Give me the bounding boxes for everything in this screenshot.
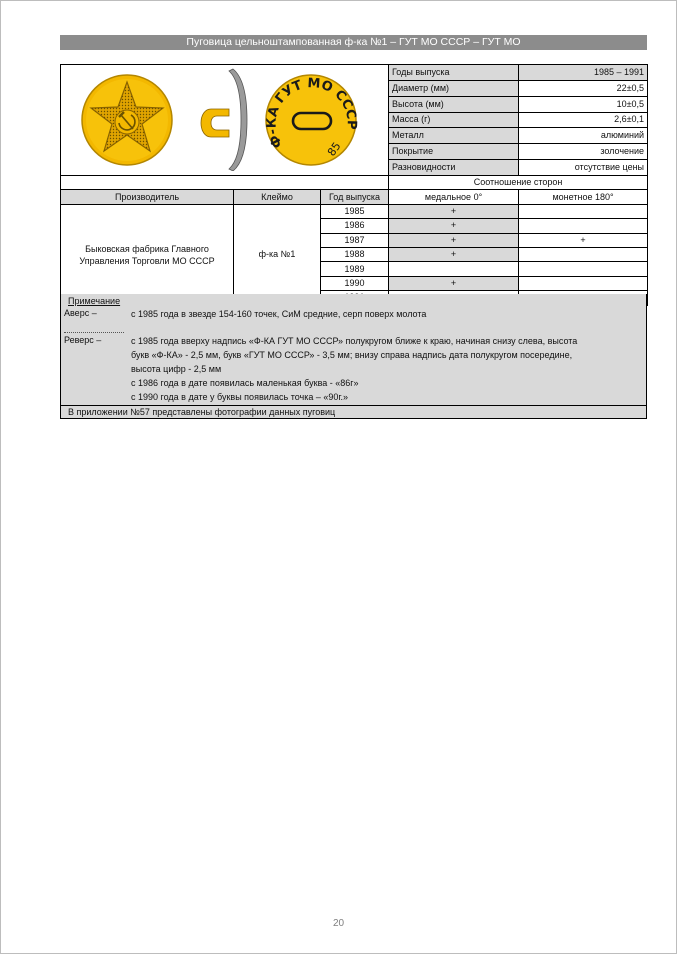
back-date: 85 <box>324 139 344 159</box>
coin-cell <box>519 276 648 290</box>
coin-cell <box>519 204 648 218</box>
medal-cell: + <box>389 219 519 233</box>
coin-cell: + <box>519 233 648 247</box>
coin-cell <box>519 219 648 233</box>
revers-line: с 1990 года в дате у буквы появилась точка – «90г.» <box>131 392 349 402</box>
button-illustration <box>61 65 389 171</box>
spec-label: Металл <box>389 128 519 144</box>
medal-cell: + <box>389 233 519 247</box>
notes-section <box>60 294 647 419</box>
col-header-year: Год выпуска <box>321 190 389 204</box>
spec-value: 10±0,5 <box>519 96 648 112</box>
spec-value: 2,6±0,1 <box>519 112 648 128</box>
notes-heading: Примечание <box>68 296 121 306</box>
button-photos <box>61 65 389 176</box>
revers-label: Реверс – <box>64 335 102 345</box>
spec-value: 1985 – 1991 <box>519 65 648 81</box>
page-number: 20 <box>332 918 345 929</box>
medal-cell: + <box>389 204 519 218</box>
button-profile-icon <box>201 69 247 171</box>
coin-cell <box>519 247 648 261</box>
appendix-note: В приложении №57 представлены фотографии данных пуговиц <box>61 405 646 418</box>
spec-value: алюминий <box>519 128 648 144</box>
revers-line: высота цифр - 2,5 мм <box>131 364 222 374</box>
maker-name: Быковская фабрика Главного Управления Торговли МО СССР <box>61 204 234 305</box>
avers-label: Аверс – <box>64 308 97 318</box>
medal-cell: + <box>389 276 519 290</box>
revers-line: с 1986 года в дате появилась маленькая буква - «86г» <box>131 378 359 388</box>
spec-label: Покрытие <box>389 144 519 160</box>
page-title: Пуговица цельноштампованная ф-ка №1 – ГУТ МО СССР – ГУТ МО <box>60 35 647 50</box>
ratio-header: Соотношение сторон <box>389 176 648 190</box>
revers-line: букв «Ф-КА» - 2,5 мм, букв «ГУТ МО СССР» - 3,5 мм; внизу справа надпись дата полукругом посередине, <box>131 350 573 360</box>
spec-value: золочение <box>519 144 648 160</box>
col-header-medal: медальное 0° <box>389 190 519 204</box>
blank-cell <box>61 176 321 190</box>
blank-cell <box>321 176 389 190</box>
col-header-coin: монетное 180° <box>519 190 648 204</box>
year-cell: 1988 <box>321 247 389 261</box>
medal-cell <box>389 262 519 276</box>
avers-text: с 1985 года в звезде 154-160 точек, СиМ средние, серп поверх молота <box>131 309 427 319</box>
col-header-maker: Производитель <box>61 190 234 204</box>
year-cell: 1986 <box>321 219 389 233</box>
spec-label: Высота (мм) <box>389 96 519 112</box>
spec-label: Масса (г) <box>389 112 519 128</box>
revers-line: с 1985 года вверху надпись «Ф-КА ГУТ МО СССР» полукругом ближе к краю, начиная снизу слева, высота <box>131 336 578 346</box>
dotted-separator <box>64 332 124 333</box>
mark-name: ф-ка №1 <box>234 204 321 305</box>
year-cell: 1989 <box>321 262 389 276</box>
star-front-icon <box>82 75 172 165</box>
spec-value: отсутствие цены <box>519 160 648 176</box>
year-cell: 1985 <box>321 204 389 218</box>
year-cell: 1987 <box>321 233 389 247</box>
back-inscription: Ф-КА ГУТ МО СССР <box>264 75 359 151</box>
spec-label: Годы выпуска <box>389 65 519 81</box>
spec-label: Разновидности <box>389 160 519 176</box>
medal-cell: + <box>389 247 519 261</box>
spec-value: 22±0,5 <box>519 80 648 96</box>
col-header-mark: Клеймо <box>234 190 321 204</box>
year-cell: 1990 <box>321 276 389 290</box>
spec-table <box>60 64 648 306</box>
button-back-icon <box>265 75 359 165</box>
spec-label: Диаметр (мм) <box>389 80 519 96</box>
coin-cell <box>519 262 648 276</box>
